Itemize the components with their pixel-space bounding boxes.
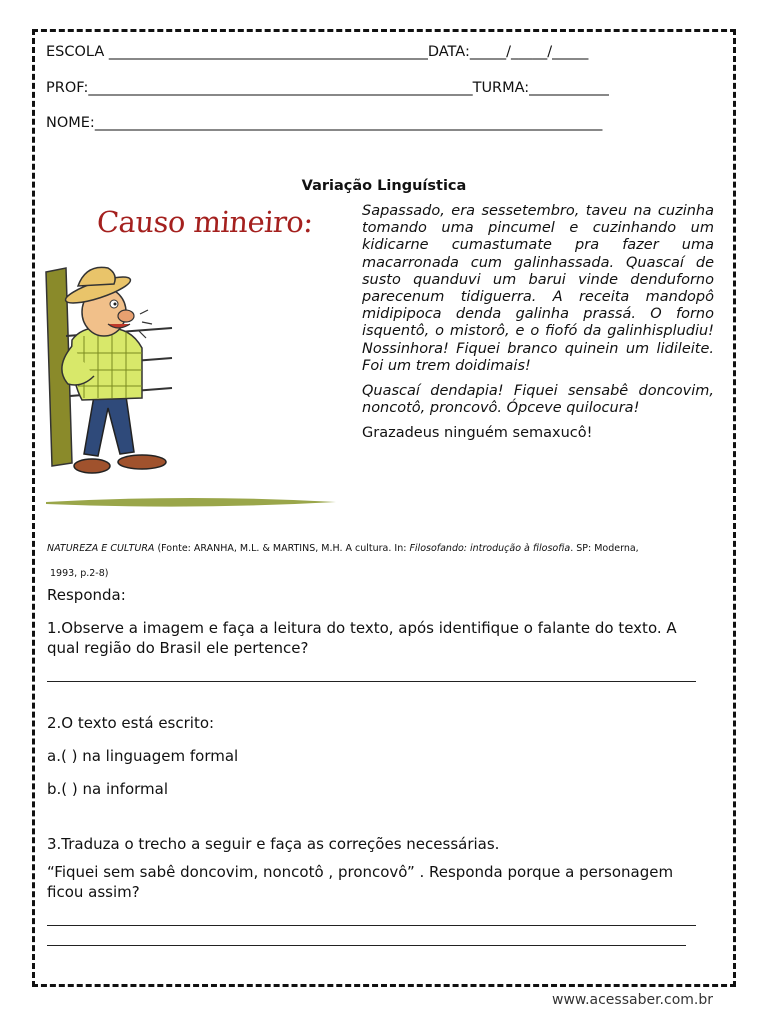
question-3: 3.Traduza o trecho a seguir e faça as correções necessárias. [47,835,500,853]
story-paragraph-1: Sapassado, era sessetembro, taveu na cuzinha tomando uma pincumel e cuzinhando um kidicarne cumastumate pra fazer uma macarronada cum galinhassada. Quascaí de susto quanduvi um barui vinde denduforno parecenum tidiguerra. A receita mandopô midipipoca denda galinha prassá. O forno isquentô, o mistorô, e o fiofó da galinhispludiu! Nossinhora! Fiquei branco quinein um lidileite. Foi um trem doidimais! [362,203,714,374]
source-book: Filosofando: introdução à filosofia [409,543,571,554]
answer-line-3b[interactable] [47,945,686,946]
answer-line-3a[interactable] [47,925,696,926]
story-text [362,203,714,451]
option-b[interactable]: b.( ) na informal [47,780,169,798]
header-nome: NOME:______________________________________________________________________ [46,115,603,131]
illustration-heading: Causo mineiro: [95,205,314,239]
source-line-2: 1993, p.2-8) [50,568,109,579]
farmer-illustration [42,258,342,513]
story-paragraph-3: Grazadeus ninguém semaxucô! [362,425,593,442]
source-label: NATUREZA E CULTURA [47,543,155,554]
header-escola-data: ESCOLA ____________________________________________DATA:_____/_____/_____ [46,44,589,60]
source-citation [47,536,687,586]
footer-url[interactable]: www.acessaber.com.br [552,992,713,1008]
story-paragraph-2: Quascaí dendapia! Fiquei sensabê doncovim, noncotô, proncovô. Ópceve quilocura! [362,383,714,417]
respond-intro: Responda: [47,586,126,604]
question-3-text: “Fiquei sem sabê doncovim, noncotô , proncovô” . Responda porque a personagem ficou assim? [47,863,674,901]
source-text-2: . SP: Moderna, [570,543,639,554]
source-text-1: (Fonte: ARANHA, M.L. & MARTINS, M.H. A cultura. In: [154,543,410,554]
question-2: 2.O texto está escrito: [47,714,215,732]
header-prof-turma: PROF:_____________________________________________________TURMA:___________ [46,80,609,96]
answer-line-1[interactable] [47,681,696,682]
question-1: 1.Observe a imagem e faça a leitura do texto, após identifique o falante do texto. A qual região do Brasil ele pertence? [47,619,677,657]
option-a[interactable]: a.( ) na linguagem formal [47,747,239,765]
page-title: Variação Linguística [301,178,467,194]
